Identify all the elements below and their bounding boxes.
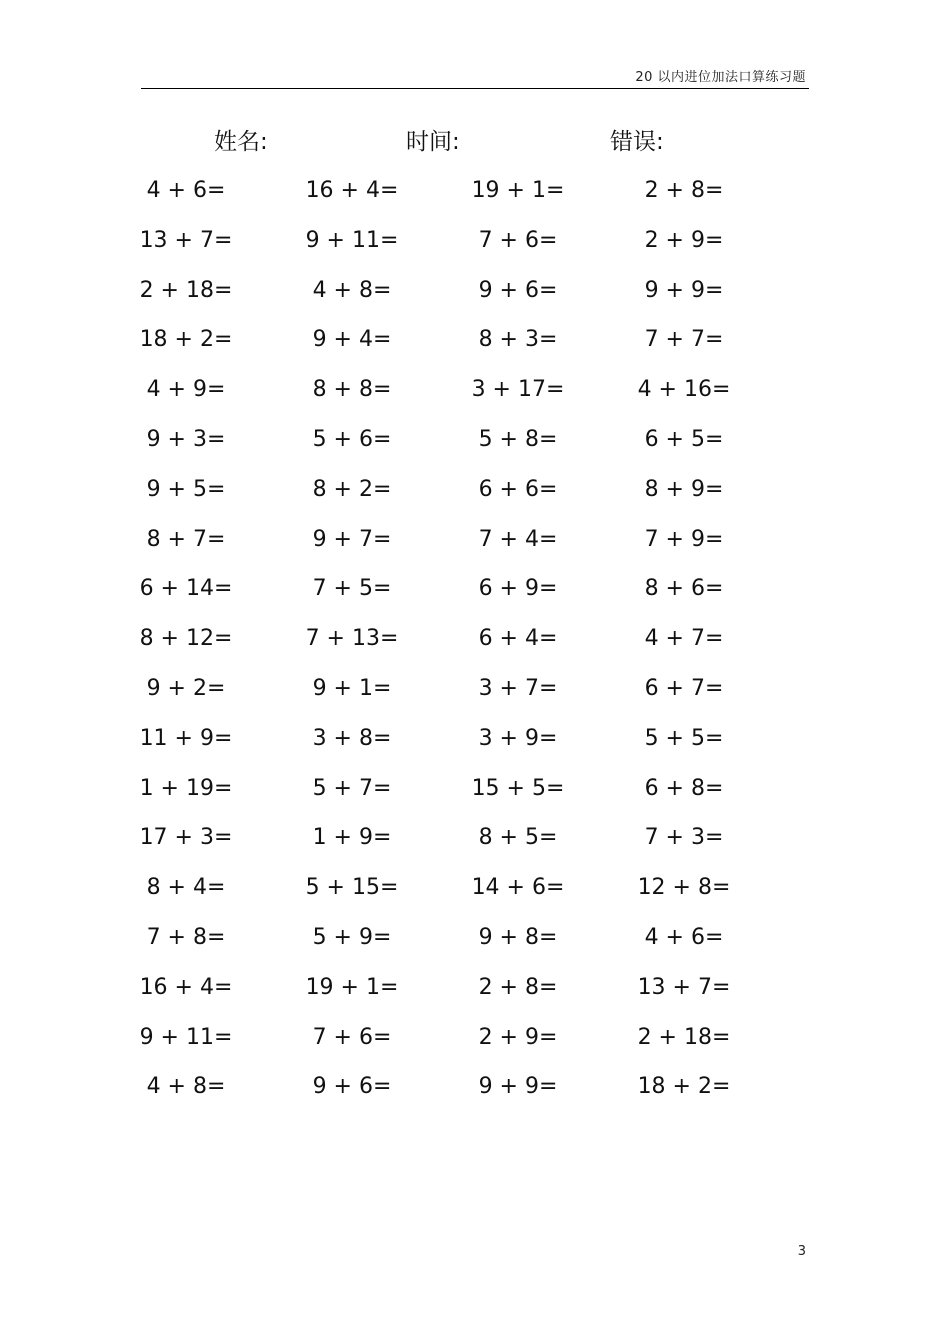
problem-item: 14 + 6= <box>471 875 565 901</box>
problem-item: 2 + 8= <box>478 974 558 1000</box>
problem-item: 8 + 12= <box>139 626 233 652</box>
problem-item: 9 + 6= <box>312 1074 392 1100</box>
problem-item: 19 + 1= <box>471 178 565 203</box>
problem-item: 7 + 4= <box>478 526 558 552</box>
student-info-row <box>0 124 950 160</box>
problem-item: 9 + 1= <box>312 675 392 701</box>
problem-row <box>0 614 950 664</box>
problem-item: 8 + 7= <box>146 526 226 552</box>
problem-item: 16 + 4= <box>139 974 233 1000</box>
name-label: 姓名: <box>214 129 268 155</box>
problem-item: 1 + 19= <box>139 775 233 801</box>
problem-item: 9 + 4= <box>312 327 392 353</box>
problem-row <box>0 515 950 565</box>
problem-item: 7 + 13= <box>305 626 399 652</box>
problem-item: 5 + 7= <box>312 775 392 801</box>
problem-item: 6 + 5= <box>644 426 724 452</box>
problem-row <box>0 813 950 863</box>
problem-item: 8 + 2= <box>312 476 392 502</box>
problem-grid <box>0 166 950 1112</box>
page-number: 3 <box>797 1244 806 1259</box>
problem-item: 9 + 7= <box>312 526 392 552</box>
problem-item: 9 + 11= <box>139 1024 233 1050</box>
problem-item: 12 + 8= <box>637 875 731 901</box>
problem-item: 4 + 16= <box>637 377 731 403</box>
problem-item: 11 + 9= <box>139 725 233 751</box>
problem-item: 2 + 9= <box>644 227 724 253</box>
problem-item: 18 + 2= <box>139 327 233 353</box>
problem-item: 17 + 3= <box>139 825 233 851</box>
problem-item: 8 + 6= <box>644 576 724 602</box>
problem-item: 9 + 8= <box>478 924 558 950</box>
problem-item: 9 + 9= <box>478 1074 558 1100</box>
problem-item: 9 + 5= <box>146 476 226 502</box>
problem-item: 18 + 2= <box>637 1074 731 1100</box>
problem-item: 9 + 2= <box>146 675 226 701</box>
problem-item: 9 + 6= <box>478 277 558 303</box>
problem-row <box>0 913 950 963</box>
problem-item: 6 + 9= <box>478 576 558 602</box>
problem-item: 4 + 6= <box>146 178 226 203</box>
problem-item: 7 + 9= <box>644 526 724 552</box>
problem-item: 13 + 7= <box>637 974 731 1000</box>
problem-item: 4 + 9= <box>146 377 226 403</box>
problem-row <box>0 216 950 266</box>
problem-item: 2 + 18= <box>637 1024 731 1050</box>
problem-item: 15 + 5= <box>471 775 565 801</box>
problem-row <box>0 1062 950 1112</box>
problem-row <box>0 315 950 365</box>
problem-item: 4 + 8= <box>146 1074 226 1100</box>
problem-item: 13 + 7= <box>139 227 233 253</box>
problem-item: 6 + 14= <box>139 576 233 602</box>
problem-item: 4 + 7= <box>644 626 724 652</box>
problem-item: 2 + 8= <box>644 178 724 203</box>
problem-item: 8 + 3= <box>478 327 558 353</box>
problem-item: 9 + 3= <box>146 426 226 452</box>
problem-item: 7 + 5= <box>312 576 392 602</box>
problem-item: 7 + 8= <box>146 924 226 950</box>
problem-row <box>0 664 950 714</box>
problem-item: 16 + 4= <box>305 178 399 203</box>
problem-item: 1 + 9= <box>312 825 392 851</box>
problem-row <box>0 714 950 764</box>
problem-item: 8 + 5= <box>478 825 558 851</box>
problem-item: 7 + 3= <box>644 825 724 851</box>
problem-item: 5 + 8= <box>478 426 558 452</box>
problem-item: 9 + 11= <box>305 227 399 253</box>
problem-row <box>0 863 950 913</box>
problem-row <box>0 166 950 216</box>
problem-row <box>0 764 950 814</box>
problem-item: 6 + 4= <box>478 626 558 652</box>
problem-item: 2 + 9= <box>478 1024 558 1050</box>
problem-item: 8 + 9= <box>644 476 724 502</box>
problem-item: 5 + 15= <box>305 875 399 901</box>
problem-item: 3 + 17= <box>471 377 565 403</box>
problem-item: 5 + 6= <box>312 426 392 452</box>
problem-item: 6 + 6= <box>478 476 558 502</box>
problem-item: 7 + 6= <box>478 227 558 253</box>
problem-row <box>0 564 950 614</box>
problem-row <box>0 963 950 1013</box>
problem-row <box>0 465 950 515</box>
problem-item: 3 + 7= <box>478 675 558 701</box>
problem-row <box>0 1013 950 1063</box>
problem-item: 6 + 7= <box>644 675 724 701</box>
problem-item: 8 + 8= <box>312 377 392 403</box>
problem-item: 6 + 8= <box>644 775 724 801</box>
errors-label: 错误: <box>610 129 664 155</box>
problem-item: 7 + 7= <box>644 327 724 353</box>
problem-item: 3 + 9= <box>478 725 558 751</box>
problem-item: 19 + 1= <box>305 974 399 1000</box>
problem-row <box>0 415 950 465</box>
problem-item: 4 + 6= <box>644 924 724 950</box>
problem-item: 8 + 4= <box>146 875 226 901</box>
problem-item: 9 + 9= <box>644 277 724 303</box>
problem-item: 7 + 6= <box>312 1024 392 1050</box>
header-title: 20 以内进位加法口算练习题 <box>635 70 806 85</box>
problem-item: 3 + 8= <box>312 725 392 751</box>
problem-row <box>0 365 950 415</box>
problem-item: 4 + 8= <box>312 277 392 303</box>
time-label: 时间: <box>406 129 460 155</box>
problem-item: 2 + 18= <box>139 277 233 303</box>
problem-item: 5 + 5= <box>644 725 724 751</box>
problem-item: 5 + 9= <box>312 924 392 950</box>
problem-row <box>0 266 950 316</box>
header-rule <box>141 88 809 89</box>
